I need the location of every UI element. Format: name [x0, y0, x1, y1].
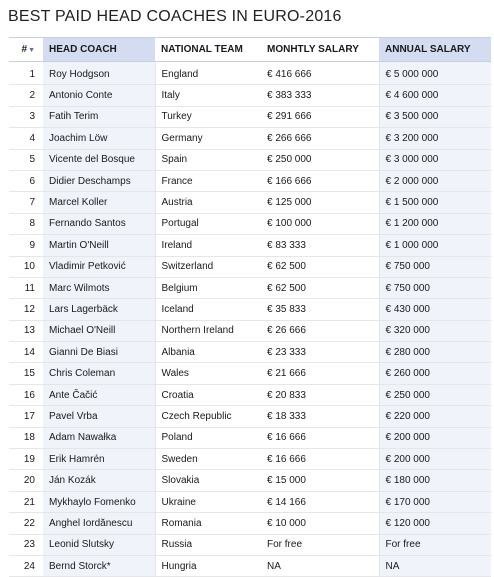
- annual-salary-cell: € 200 000: [379, 449, 491, 470]
- table-row: [9, 106, 491, 127]
- rank-cell: 10: [9, 256, 43, 277]
- annual-salary-cell: € 750 000: [379, 256, 491, 277]
- table-row: [9, 128, 491, 149]
- coach-cell: Antonio Conte: [43, 85, 155, 106]
- annual-salary-cell: € 120 000: [379, 513, 491, 534]
- monthly-salary-cell: € 125 000: [261, 192, 379, 213]
- table-row: [9, 256, 491, 277]
- table-header-row: [9, 38, 491, 62]
- monthly-salary-cell: € 291 666: [261, 106, 379, 127]
- annual-salary-cell: € 320 000: [379, 320, 491, 341]
- team-cell: Spain: [155, 149, 261, 170]
- rank-cell: 8: [9, 213, 43, 234]
- rank-cell: 14: [9, 342, 43, 363]
- rank-cell: 24: [9, 555, 43, 576]
- column-header-rank[interactable]: [9, 38, 43, 62]
- annual-salary-cell: € 2 000 000: [379, 170, 491, 191]
- coach-cell: Erik Hamrén: [43, 449, 155, 470]
- monthly-salary-cell: € 15 000: [261, 470, 379, 491]
- table-row: [9, 192, 491, 213]
- table-row: [9, 299, 491, 320]
- team-cell: Ireland: [155, 235, 261, 256]
- coach-cell: Adam Nawałka: [43, 427, 155, 448]
- monthly-salary-cell: € 62 500: [261, 277, 379, 298]
- annual-salary-cell: € 250 000: [379, 384, 491, 405]
- team-cell: England: [155, 62, 261, 85]
- annual-salary-cell: € 5 000 000: [379, 62, 491, 85]
- coach-cell: Lars Lagerbäck: [43, 299, 155, 320]
- column-header-rank-label: #: [21, 44, 28, 55]
- coach-cell: Ante Čačić: [43, 384, 155, 405]
- rank-cell: 16: [9, 384, 43, 405]
- coach-cell: Bernd Storck*: [43, 555, 155, 576]
- rank-cell: 2: [9, 85, 43, 106]
- monthly-salary-cell: € 16 666: [261, 449, 379, 470]
- team-cell: Portugal: [155, 213, 261, 234]
- annual-salary-cell: € 220 000: [379, 406, 491, 427]
- rank-cell: 23: [9, 534, 43, 555]
- annual-salary-cell: € 170 000: [379, 491, 491, 512]
- team-cell: Belgium: [155, 277, 261, 298]
- table-row: [9, 363, 491, 384]
- coach-cell: Fernando Santos: [43, 213, 155, 234]
- team-cell: Sweden: [155, 449, 261, 470]
- annual-salary-cell: NA: [379, 555, 491, 576]
- table-row: [9, 342, 491, 363]
- coach-cell: Vladimir Petković: [43, 256, 155, 277]
- coach-cell: Gianni De Biasi: [43, 342, 155, 363]
- annual-salary-cell: € 280 000: [379, 342, 491, 363]
- column-header-head-coach[interactable]: HEAD COACH: [43, 38, 155, 62]
- rank-cell: 21: [9, 491, 43, 512]
- annual-salary-cell: € 200 000: [379, 427, 491, 448]
- column-header-national-team[interactable]: NATIONAL TEAM: [155, 38, 261, 62]
- team-cell: Northern Ireland: [155, 320, 261, 341]
- monthly-salary-cell: € 18 333: [261, 406, 379, 427]
- table-row: [9, 213, 491, 234]
- monthly-salary-cell: € 266 666: [261, 128, 379, 149]
- monthly-salary-cell: For free: [261, 534, 379, 555]
- monthly-salary-cell: € 416 666: [261, 62, 379, 85]
- monthly-salary-cell: € 20 833: [261, 384, 379, 405]
- monthly-salary-cell: € 14 166: [261, 491, 379, 512]
- team-cell: Russia: [155, 534, 261, 555]
- team-cell: Hungria: [155, 555, 261, 576]
- team-cell: Germany: [155, 128, 261, 149]
- annual-salary-cell: € 1 000 000: [379, 235, 491, 256]
- rank-cell: 19: [9, 449, 43, 470]
- annual-salary-cell: € 750 000: [379, 277, 491, 298]
- coach-cell: Vicente del Bosque: [43, 149, 155, 170]
- column-header-annual-salary[interactable]: ANNUAL SALARY: [379, 38, 491, 62]
- coach-cell: Marcel Koller: [43, 192, 155, 213]
- coach-cell: Mykhaylo Fomenko: [43, 491, 155, 512]
- annual-salary-cell: € 3 500 000: [379, 106, 491, 127]
- team-cell: France: [155, 170, 261, 191]
- coach-cell: Roy Hodgson: [43, 62, 155, 85]
- rank-cell: 5: [9, 149, 43, 170]
- table-row: [9, 491, 491, 512]
- rank-cell: 17: [9, 406, 43, 427]
- monthly-salary-cell: € 23 333: [261, 342, 379, 363]
- annual-salary-cell: € 1 200 000: [379, 213, 491, 234]
- coach-cell: Pavel Vrba: [43, 406, 155, 427]
- coach-cell: Marc Wilmots: [43, 277, 155, 298]
- annual-salary-cell: € 3 200 000: [379, 128, 491, 149]
- table-row: [9, 534, 491, 555]
- monthly-salary-cell: € 250 000: [261, 149, 379, 170]
- team-cell: Iceland: [155, 299, 261, 320]
- annual-salary-cell: € 180 000: [379, 470, 491, 491]
- coach-cell: Martin O'Neill: [43, 235, 155, 256]
- team-cell: Slovakia: [155, 470, 261, 491]
- annual-salary-cell: € 1 500 000: [379, 192, 491, 213]
- coach-cell: Chris Coleman: [43, 363, 155, 384]
- rank-cell: 4: [9, 128, 43, 149]
- monthly-salary-cell: € 16 666: [261, 427, 379, 448]
- monthly-salary-cell: € 383 333: [261, 85, 379, 106]
- rank-cell: 13: [9, 320, 43, 341]
- monthly-salary-cell: € 26 666: [261, 320, 379, 341]
- rank-cell: 12: [9, 299, 43, 320]
- table-row: [9, 470, 491, 491]
- table-row: [9, 235, 491, 256]
- monthly-salary-cell: € 10 000: [261, 513, 379, 534]
- table-row: [9, 555, 491, 576]
- team-cell: Albania: [155, 342, 261, 363]
- monthly-salary-cell: € 166 666: [261, 170, 379, 191]
- annual-salary-cell: € 3 000 000: [379, 149, 491, 170]
- monthly-salary-cell: € 62 500: [261, 256, 379, 277]
- monthly-salary-cell: € 100 000: [261, 213, 379, 234]
- table-row: [9, 62, 491, 85]
- table-row: [9, 320, 491, 341]
- team-cell: Romania: [155, 513, 261, 534]
- table-row: [9, 449, 491, 470]
- team-cell: Wales: [155, 363, 261, 384]
- coach-cell: Joachim Löw: [43, 128, 155, 149]
- monthly-salary-cell: € 35 833: [261, 299, 379, 320]
- table-row: [9, 513, 491, 534]
- rank-cell: 22: [9, 513, 43, 534]
- sort-arrow-icon[interactable]: ▼: [28, 47, 35, 54]
- rank-cell: 9: [9, 235, 43, 256]
- rank-cell: 18: [9, 427, 43, 448]
- annual-salary-cell: € 430 000: [379, 299, 491, 320]
- coaches-salary-table: [9, 37, 491, 577]
- monthly-salary-cell: € 83 333: [261, 235, 379, 256]
- team-cell: Switzerland: [155, 256, 261, 277]
- team-cell: Austria: [155, 192, 261, 213]
- table-body: [9, 62, 491, 577]
- annual-salary-cell: € 260 000: [379, 363, 491, 384]
- team-cell: Italy: [155, 85, 261, 106]
- rank-cell: 15: [9, 363, 43, 384]
- rank-cell: 1: [9, 62, 43, 85]
- table-row: [9, 384, 491, 405]
- annual-salary-cell: € 4 600 000: [379, 85, 491, 106]
- rank-cell: 11: [9, 277, 43, 298]
- table-row: [9, 170, 491, 191]
- team-cell: Poland: [155, 427, 261, 448]
- coach-cell: Michael O'Neill: [43, 320, 155, 341]
- annual-salary-cell: For free: [379, 534, 491, 555]
- coach-cell: Fatih Terim: [43, 106, 155, 127]
- rank-cell: 6: [9, 170, 43, 191]
- table-row: [9, 427, 491, 448]
- coach-cell: Leonid Slutsky: [43, 534, 155, 555]
- table-row: [9, 406, 491, 427]
- team-cell: Turkey: [155, 106, 261, 127]
- coach-cell: Ján Kozák: [43, 470, 155, 491]
- table-row: [9, 85, 491, 106]
- rank-cell: 7: [9, 192, 43, 213]
- monthly-salary-cell: NA: [261, 555, 379, 576]
- coach-cell: Didier Deschamps: [43, 170, 155, 191]
- table-row: [9, 277, 491, 298]
- coach-cell: Anghel Iordănescu: [43, 513, 155, 534]
- rank-cell: 20: [9, 470, 43, 491]
- team-cell: Croatia: [155, 384, 261, 405]
- monthly-salary-cell: € 21 666: [261, 363, 379, 384]
- table-row: [9, 149, 491, 170]
- team-cell: Czech Republic: [155, 406, 261, 427]
- page-title: BEST PAID HEAD COACHES IN EURO-2016: [8, 8, 342, 25]
- column-header-monthly-salary[interactable]: MONHTLY SALARY: [261, 38, 379, 62]
- team-cell: Ukraine: [155, 491, 261, 512]
- rank-cell: 3: [9, 106, 43, 127]
